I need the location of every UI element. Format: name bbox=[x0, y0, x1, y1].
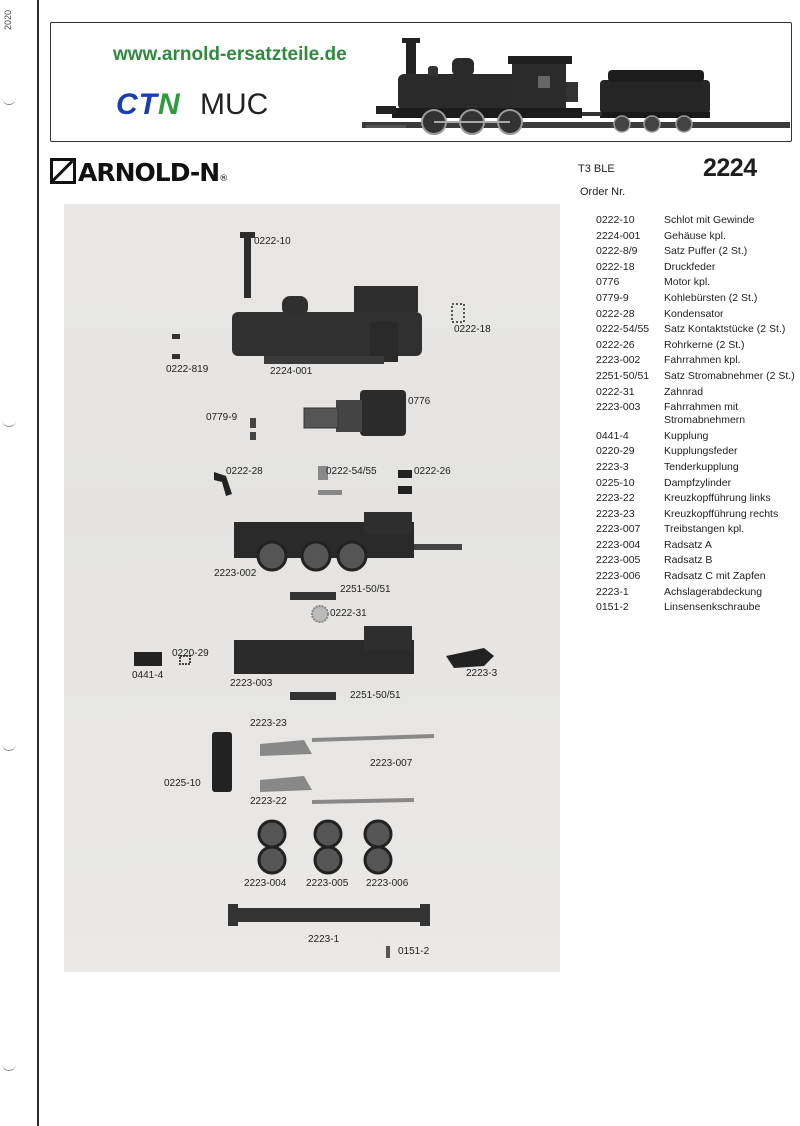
part-number: 0222-18 bbox=[596, 260, 635, 273]
punch-hole-mark bbox=[2, 418, 16, 427]
part-number: 2223-002 bbox=[596, 354, 641, 367]
part-description: Tenderkupplung bbox=[664, 460, 739, 473]
parts-row bbox=[596, 430, 796, 443]
label-crosshead-right: 2223-23 bbox=[250, 718, 287, 729]
part-description: Achslagerabdeckung bbox=[664, 585, 763, 598]
part-description: Kondensator bbox=[664, 307, 724, 320]
part-number: 0222-10 bbox=[596, 214, 635, 226]
part-description: Kohlebürsten (2 St.) bbox=[664, 291, 758, 304]
label-contacts: 0222-54/55 bbox=[326, 466, 377, 477]
part-description: Satz Kontaktstücke (2 St.) bbox=[664, 323, 786, 336]
punch-hole-mark bbox=[2, 96, 16, 105]
parts-row bbox=[596, 539, 796, 552]
part-description: Satz Puffer (2 St.) bbox=[664, 245, 748, 258]
binding-line bbox=[37, 0, 39, 1126]
label-body: 2224-001 bbox=[270, 366, 313, 377]
label-frame: 2223-002 bbox=[214, 568, 257, 579]
part-number: 2223-3 bbox=[596, 460, 629, 473]
parts-row bbox=[596, 523, 796, 536]
part-description: Schlot mit Gewinde bbox=[664, 214, 755, 226]
parts-row bbox=[596, 370, 796, 383]
parts-row bbox=[596, 570, 796, 583]
label-gear: 0222-31 bbox=[330, 608, 367, 619]
ctn-n-letter: N bbox=[158, 88, 181, 121]
part-description: Gehäuse kpl. bbox=[664, 229, 726, 242]
part-number: 0222-26 bbox=[596, 338, 635, 351]
part-description: Kreuzkopfführung rechts bbox=[664, 507, 779, 520]
registered-mark: ® bbox=[219, 174, 228, 184]
label-cores: 0222-26 bbox=[414, 466, 451, 477]
parts-row bbox=[596, 354, 796, 367]
label-screw: 0151-2 bbox=[398, 946, 430, 957]
catalog-number: 2224 bbox=[703, 154, 757, 182]
part-description: Motor kpl. bbox=[664, 276, 711, 289]
parts-row bbox=[596, 445, 796, 458]
part-number: 2223-1 bbox=[596, 585, 629, 598]
punch-hole-mark bbox=[2, 1062, 16, 1071]
part-description: Kupplungsfeder bbox=[664, 445, 738, 458]
label-wheelset-c: 2223-006 bbox=[366, 878, 409, 889]
label-spring: 0222-18 bbox=[454, 324, 491, 335]
parts-row bbox=[596, 477, 796, 490]
parts-row bbox=[596, 323, 796, 336]
label-wheelset-a: 2223-004 bbox=[244, 878, 287, 889]
label-axle-cover: 2223-1 bbox=[308, 934, 340, 945]
ctn-logo bbox=[116, 88, 181, 122]
part-number: 2223-006 bbox=[596, 570, 641, 583]
part-description: Kreuzkopfführung links bbox=[664, 492, 771, 505]
part-number: 0225-10 bbox=[596, 476, 635, 489]
part-number: 0776 bbox=[596, 276, 620, 289]
parts-row bbox=[596, 308, 796, 321]
label-frame-pickups: 2223-003 bbox=[230, 678, 273, 689]
part-number: 0441-4 bbox=[596, 429, 629, 442]
label-condenser: 0222-28 bbox=[226, 466, 263, 477]
part-number: 0222-8/9 bbox=[596, 245, 638, 258]
label-brushes: 0779-9 bbox=[206, 412, 238, 423]
side-code: 2020 bbox=[3, 10, 13, 31]
brand-name: ARNOLD-N bbox=[78, 158, 220, 187]
part-description: Satz Stromabnehmer (2 St.) bbox=[664, 369, 795, 382]
parts-row bbox=[596, 230, 796, 243]
part-number: 0220-29 bbox=[596, 445, 635, 458]
label-cylinder: 0225-10 bbox=[164, 778, 201, 789]
part-description: Linsensenkschraube bbox=[664, 601, 761, 614]
label-wheelset-b: 2223-005 bbox=[306, 878, 349, 889]
part-description: Rohrkerne (2 St.) bbox=[664, 338, 745, 351]
label-buffers: 0222-819 bbox=[166, 364, 209, 375]
label-tender-coupler: 2223-3 bbox=[466, 668, 498, 679]
part-number: 0779-9 bbox=[596, 291, 629, 304]
arnold-logo-icon bbox=[50, 158, 76, 184]
part-description: Kupplung bbox=[664, 429, 709, 442]
part-number: 0222-31 bbox=[596, 385, 635, 398]
part-description: Fahrrahmen mit Stromabnehmern bbox=[664, 401, 746, 427]
parts-row bbox=[596, 492, 796, 505]
label-pickup-1: 2251-50/51 bbox=[340, 584, 391, 595]
part-description: Radsatz C mit Zapfen bbox=[664, 570, 766, 583]
parts-row bbox=[596, 261, 796, 274]
parts-row bbox=[596, 508, 796, 521]
order-number-heading: Order Nr. bbox=[580, 186, 626, 198]
part-number: 2224-001 bbox=[596, 229, 641, 242]
parts-row bbox=[596, 276, 796, 289]
parts-row bbox=[596, 339, 796, 352]
parts-list bbox=[596, 214, 796, 617]
label-coupler-spring: 0220-29 bbox=[172, 648, 209, 659]
part-number: 2251-50/51 bbox=[596, 369, 650, 382]
part-description: Treibstangen kpl. bbox=[664, 523, 745, 536]
city-label: MUC bbox=[200, 88, 269, 121]
part-number: 0222-54/55 bbox=[596, 323, 650, 336]
punch-hole-mark bbox=[2, 742, 16, 751]
label-chimney: 0222-10 bbox=[254, 236, 291, 247]
exploded-parts-illustration bbox=[64, 204, 560, 972]
parts-row bbox=[596, 601, 796, 614]
parts-row bbox=[596, 292, 796, 305]
parts-row bbox=[596, 214, 796, 227]
locomotive-photo bbox=[362, 30, 790, 140]
part-number: 2223-003 bbox=[596, 401, 641, 414]
ctn-letters: CT bbox=[116, 88, 158, 121]
parts-row bbox=[596, 401, 796, 427]
parts-row bbox=[596, 586, 796, 599]
label-motor: 0776 bbox=[408, 396, 431, 407]
part-number: 2223-22 bbox=[596, 492, 635, 505]
part-description: Dampfzylinder bbox=[664, 476, 732, 489]
part-description: Fahrrahmen kpl. bbox=[664, 354, 741, 367]
exploded-view-photo bbox=[64, 204, 560, 972]
website-url[interactable]: www.arnold-ersatzteile.de bbox=[113, 44, 347, 65]
parts-row bbox=[596, 554, 796, 567]
part-number: 0151-2 bbox=[596, 601, 629, 614]
part-number: 2223-007 bbox=[596, 523, 641, 536]
part-description: Radsatz A bbox=[664, 538, 712, 551]
model-type: T3 BLE bbox=[578, 163, 615, 175]
parts-row bbox=[596, 245, 796, 258]
parts-row bbox=[596, 386, 796, 399]
part-number: 2223-005 bbox=[596, 554, 641, 567]
parts-row bbox=[596, 461, 796, 474]
label-coupler: 0441-4 bbox=[132, 670, 164, 681]
label-rods: 2223-007 bbox=[370, 758, 413, 769]
part-description: Radsatz B bbox=[664, 554, 713, 567]
label-pickup-2: 2251-50/51 bbox=[350, 690, 401, 701]
part-number: 0222-28 bbox=[596, 307, 635, 320]
part-description: Druckfeder bbox=[664, 260, 716, 273]
part-number: 2223-004 bbox=[596, 538, 641, 551]
label-crosshead-left: 2223-22 bbox=[250, 796, 287, 807]
part-description: Zahnrad bbox=[664, 385, 704, 398]
part-number: 2223-23 bbox=[596, 507, 635, 520]
arnold-n-logo bbox=[50, 158, 227, 187]
